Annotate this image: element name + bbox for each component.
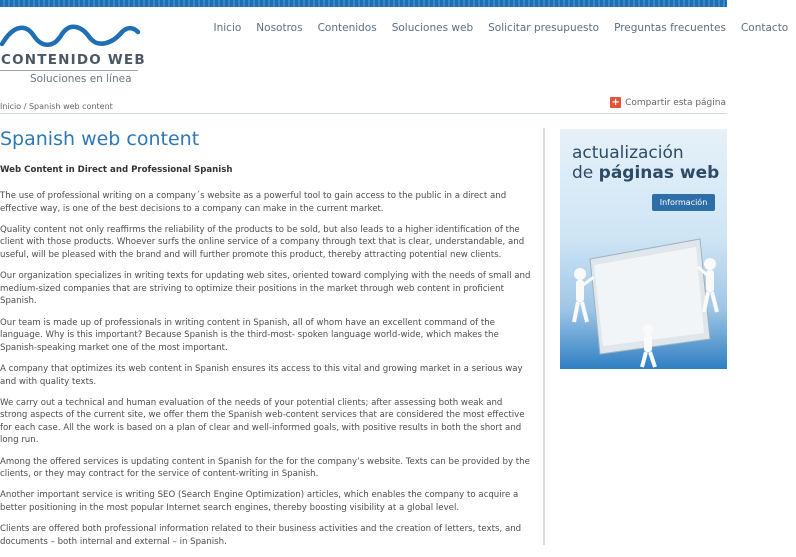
paragraph: Clients are offered both professional information related to their business activities and the creation of letters, texts, and documents – both internal and external – in Spanish. [0, 524, 522, 547]
main-nav [206, 22, 789, 34]
paragraph: Quality content not only reaffirms the reliability of the products to be sold, but also leads to a higher identification of the client with those products. Whoever surfs the online service of a company through text that is clear, understandable, and useful, will be pleased with the brand and will further promote this product, thereby attracting potential new clients. [0, 224, 525, 260]
breadcrumb-separator: / [21, 102, 29, 111]
page-title: Spanish web content [0, 128, 200, 150]
paragraph: Our organization specializes in writing texts for updating web sites, oriented toward complying with the needs of small and medium-sized companies that are striving to optimize their positions in the market through web content in proficient Spanish. [0, 271, 531, 307]
promo-title-line2 [572, 163, 719, 183]
top-stripe [0, 0, 727, 7]
nav-item-solicitar-presupuesto[interactable]: Solicitar presupuesto [488, 22, 600, 34]
paragraph: Our team is made up of professionals in writing content in Spanish, all of whom have an excellent command of the language. Why is this important? Because Spanish is the third-most- spoken language world-wide, which makes the Spanish-speaking market one of the most important. [0, 317, 499, 353]
section-subheading: Web Content in Direct and Professional Spanish [0, 165, 233, 175]
share-page-button[interactable] [610, 97, 726, 108]
header-divider [0, 113, 727, 114]
wave-logo-icon [0, 22, 140, 52]
nav-item-soluciones-web[interactable]: Soluciones web [391, 22, 474, 34]
promo-info-button[interactable]: Información [652, 194, 715, 211]
site-logo[interactable] [0, 22, 146, 88]
column-divider [543, 128, 545, 545]
breadcrumb-current: Spanish web content [28, 102, 113, 111]
promo-illustration-icon [560, 219, 727, 369]
nav-item-contacto[interactable]: Contacto [740, 22, 789, 34]
breadcrumb [0, 102, 113, 111]
nav-item-nosotros[interactable]: Nosotros [256, 22, 303, 34]
paragraph: Among the offered services is updating content in Spanish for the for the company’s website. Texts can be provided by the clients, or they may contract for the service of content-writing in Spanish. [0, 456, 530, 480]
logo-divider [0, 70, 138, 71]
paragraph: We carry out a technical and human evaluation of the needs of your potential clients; after assessing both weak and strong aspects of the current site, we offer them the Spanish web-content services that are considered the most effective for each case. All the work is based on a plan of clear and well-informed goals, with positive results in both the short and long run. [0, 397, 525, 446]
promo-title-bold: páginas web [598, 163, 720, 183]
promo-title-prefix: de [572, 163, 599, 183]
main-content [0, 128, 532, 557]
plus-icon: + [611, 97, 620, 108]
nav-item-inicio[interactable]: Inicio [213, 22, 242, 34]
breadcrumb-home-link[interactable]: Inicio [0, 102, 22, 111]
paragraph: A company that optimizes its web content in Spanish ensures its access to this vital and growing market in a serious way and with quality texts. [0, 363, 523, 387]
nav-item-preguntas-frecuentes[interactable]: Preguntas frecuentes [614, 22, 726, 34]
nav-item-contenidos[interactable]: Contenidos [317, 22, 377, 34]
promo-banner[interactable] [560, 129, 727, 369]
paragraph: Another important service is writing SEO (Search Engine Optimization) articles, which enables the company to acquire a better positioning in the most popular Internet search engines, thereby boosting visibility at a global level. [0, 490, 519, 514]
logo-text: CONTENIDO WEB [1, 52, 146, 68]
promo-title-line1: actualización [572, 143, 684, 163]
share-label: Compartir esta página [625, 97, 726, 108]
logo-subtitle: Soluciones en línea [30, 73, 132, 85]
paragraph: The use of professional writing on a company´s website as a powerful tool to gain access to the public in a direct and effective way, is one of the best decisions to a company can make in the current market. [0, 191, 507, 214]
